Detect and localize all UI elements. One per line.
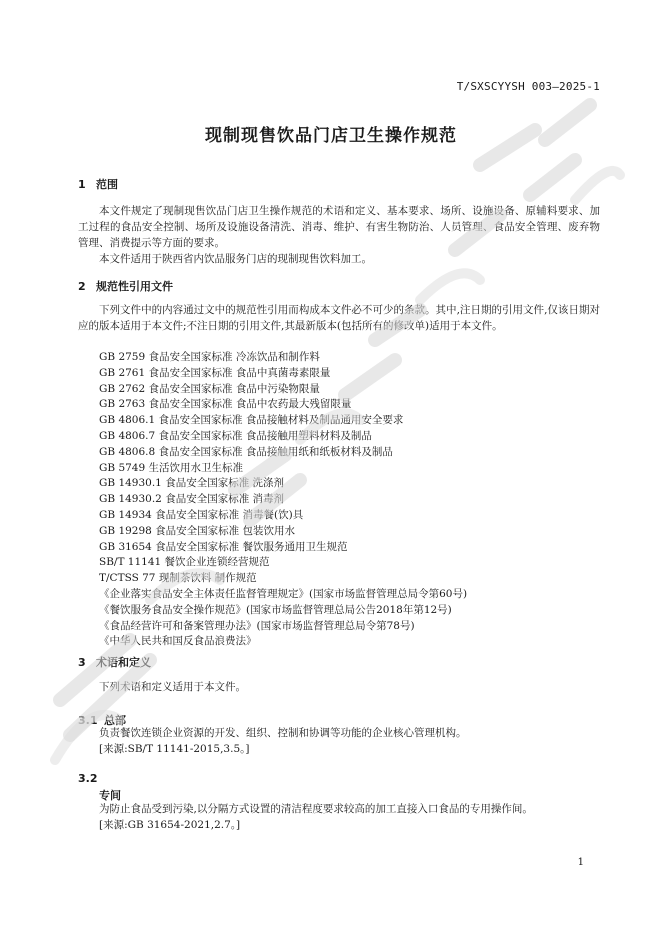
section-number: 3 bbox=[78, 656, 86, 669]
reference-item: GB 4806.8 食品安全国家标准 食品接触用纸和纸板材料及制品 bbox=[99, 445, 393, 458]
page-number: 1 bbox=[577, 857, 584, 868]
reference-item: GB 2761 食品安全国家标准 食品中真菌毒素限量 bbox=[99, 366, 331, 379]
section-title: 规范性引用文件 bbox=[96, 280, 173, 293]
term-name: 总部 bbox=[104, 714, 126, 727]
section-3-heading bbox=[78, 654, 151, 670]
reference-item: GB 19298 食品安全国家标准 包装饮用水 bbox=[99, 524, 296, 537]
term-3-2-definition: 为防止食品受到污染,以分隔方式设置的清洁程度要求较高的加工直接入口食品的专用操作间。 bbox=[99, 803, 533, 815]
term-3-1-definition: 负责餐饮连锁企业资源的开发、组织、控制和协调等功能的企业核心管理机构。 bbox=[99, 727, 467, 739]
section-1-heading bbox=[78, 176, 118, 192]
reference-item: GB 2762 食品安全国家标准 食品中污染物限量 bbox=[99, 382, 320, 395]
term-3-1-source: [来源:SB/T 11141-2015,3.5。] bbox=[99, 743, 250, 755]
section-number: 2 bbox=[78, 280, 86, 293]
reference-item: GB 4806.1 食品安全国家标准 食品接触材料及制品通用安全要求 bbox=[99, 414, 404, 427]
references-intro: 下列文件中的内容通过文中的规范性引用而构成本文件必不可少的条款。其中,注日期的引用文件,仅该日期对应的版本适用于本文件;不注日期的引用文件,其最新版本(包括所有的修改单)适用于本文件。 bbox=[78, 304, 600, 332]
reference-item: GB 31654 食品安全国家标准 餐饮服务通用卫生规范 bbox=[99, 540, 348, 553]
reference-item: GB 5749 生活饮用水卫生标准 bbox=[99, 461, 244, 474]
reference-item: 《餐饮服务食品安全操作规范》(国家市场监督管理总局公告2018年第12号) bbox=[99, 603, 452, 616]
reference-item: GB 2759 食品安全国家标准 冷冻饮品和制作料 bbox=[99, 351, 320, 363]
reference-item: GB 14930.2 食品安全国家标准 消毒剂 bbox=[99, 493, 285, 506]
scope-paragraph-2: 本文件适用于陕西省内饮品服务门店的现制现售饮料加工。 bbox=[99, 253, 372, 265]
term-3-2-number: 3.2 bbox=[78, 772, 98, 785]
normative-references-list bbox=[99, 350, 467, 650]
scope-paragraph-1: 本文件规定了现制现售饮品门店卫生操作规范的术语和定义、基本要求、场所、设施设备、原辅料要求、加工过程的食品安全控制、场所及设施设备清洗、消毒、维护、有害生物防治、人员管理、食品安全管理、废弃物管理、消费提示等方面的要求。 bbox=[78, 205, 600, 249]
document-code: T/SXSCYYSH 003—2025-1 bbox=[456, 80, 600, 93]
section-number: 1 bbox=[78, 178, 86, 191]
reference-item: GB 4806.7 食品安全国家标准 食品接触用塑料材料及制品 bbox=[99, 429, 372, 442]
term-3-2-name: 专间 bbox=[99, 789, 121, 802]
reference-item: SB/T 11141 餐饮企业连锁经营规范 bbox=[99, 556, 270, 569]
reference-item: T/CTSS 77 现制茶饮料 制作规范 bbox=[99, 572, 257, 585]
section-title: 范围 bbox=[96, 178, 118, 191]
reference-item: 《中华人民共和国反食品浪费法》 bbox=[99, 635, 257, 648]
term-3-2-source: [来源:GB 31654-2021,2.7。] bbox=[99, 819, 241, 831]
reference-item: GB 14930.1 食品安全国家标准 洗涤剂 bbox=[99, 477, 285, 490]
reference-item: 《食品经营许可和备案管理办法》(国家市场监督管理总局令第78号) bbox=[99, 619, 415, 632]
reference-item: GB 14934 食品安全国家标准 消毒餐(饮)具 bbox=[99, 508, 304, 521]
document-title: 现制现售饮品门店卫生操作规范 bbox=[205, 126, 457, 146]
reference-item: GB 2763 食品安全国家标准 食品中农药最大残留限量 bbox=[99, 398, 352, 411]
section-2-heading bbox=[78, 278, 173, 294]
term-number: 3.1 bbox=[78, 714, 98, 727]
terms-intro: 下列术语和定义适用于本文件。 bbox=[99, 681, 246, 693]
section-title: 术语和定义 bbox=[96, 656, 151, 669]
reference-item: 《企业落实食品安全主体责任监督管理规定》(国家市场监督管理总局令第60号) bbox=[99, 587, 468, 600]
